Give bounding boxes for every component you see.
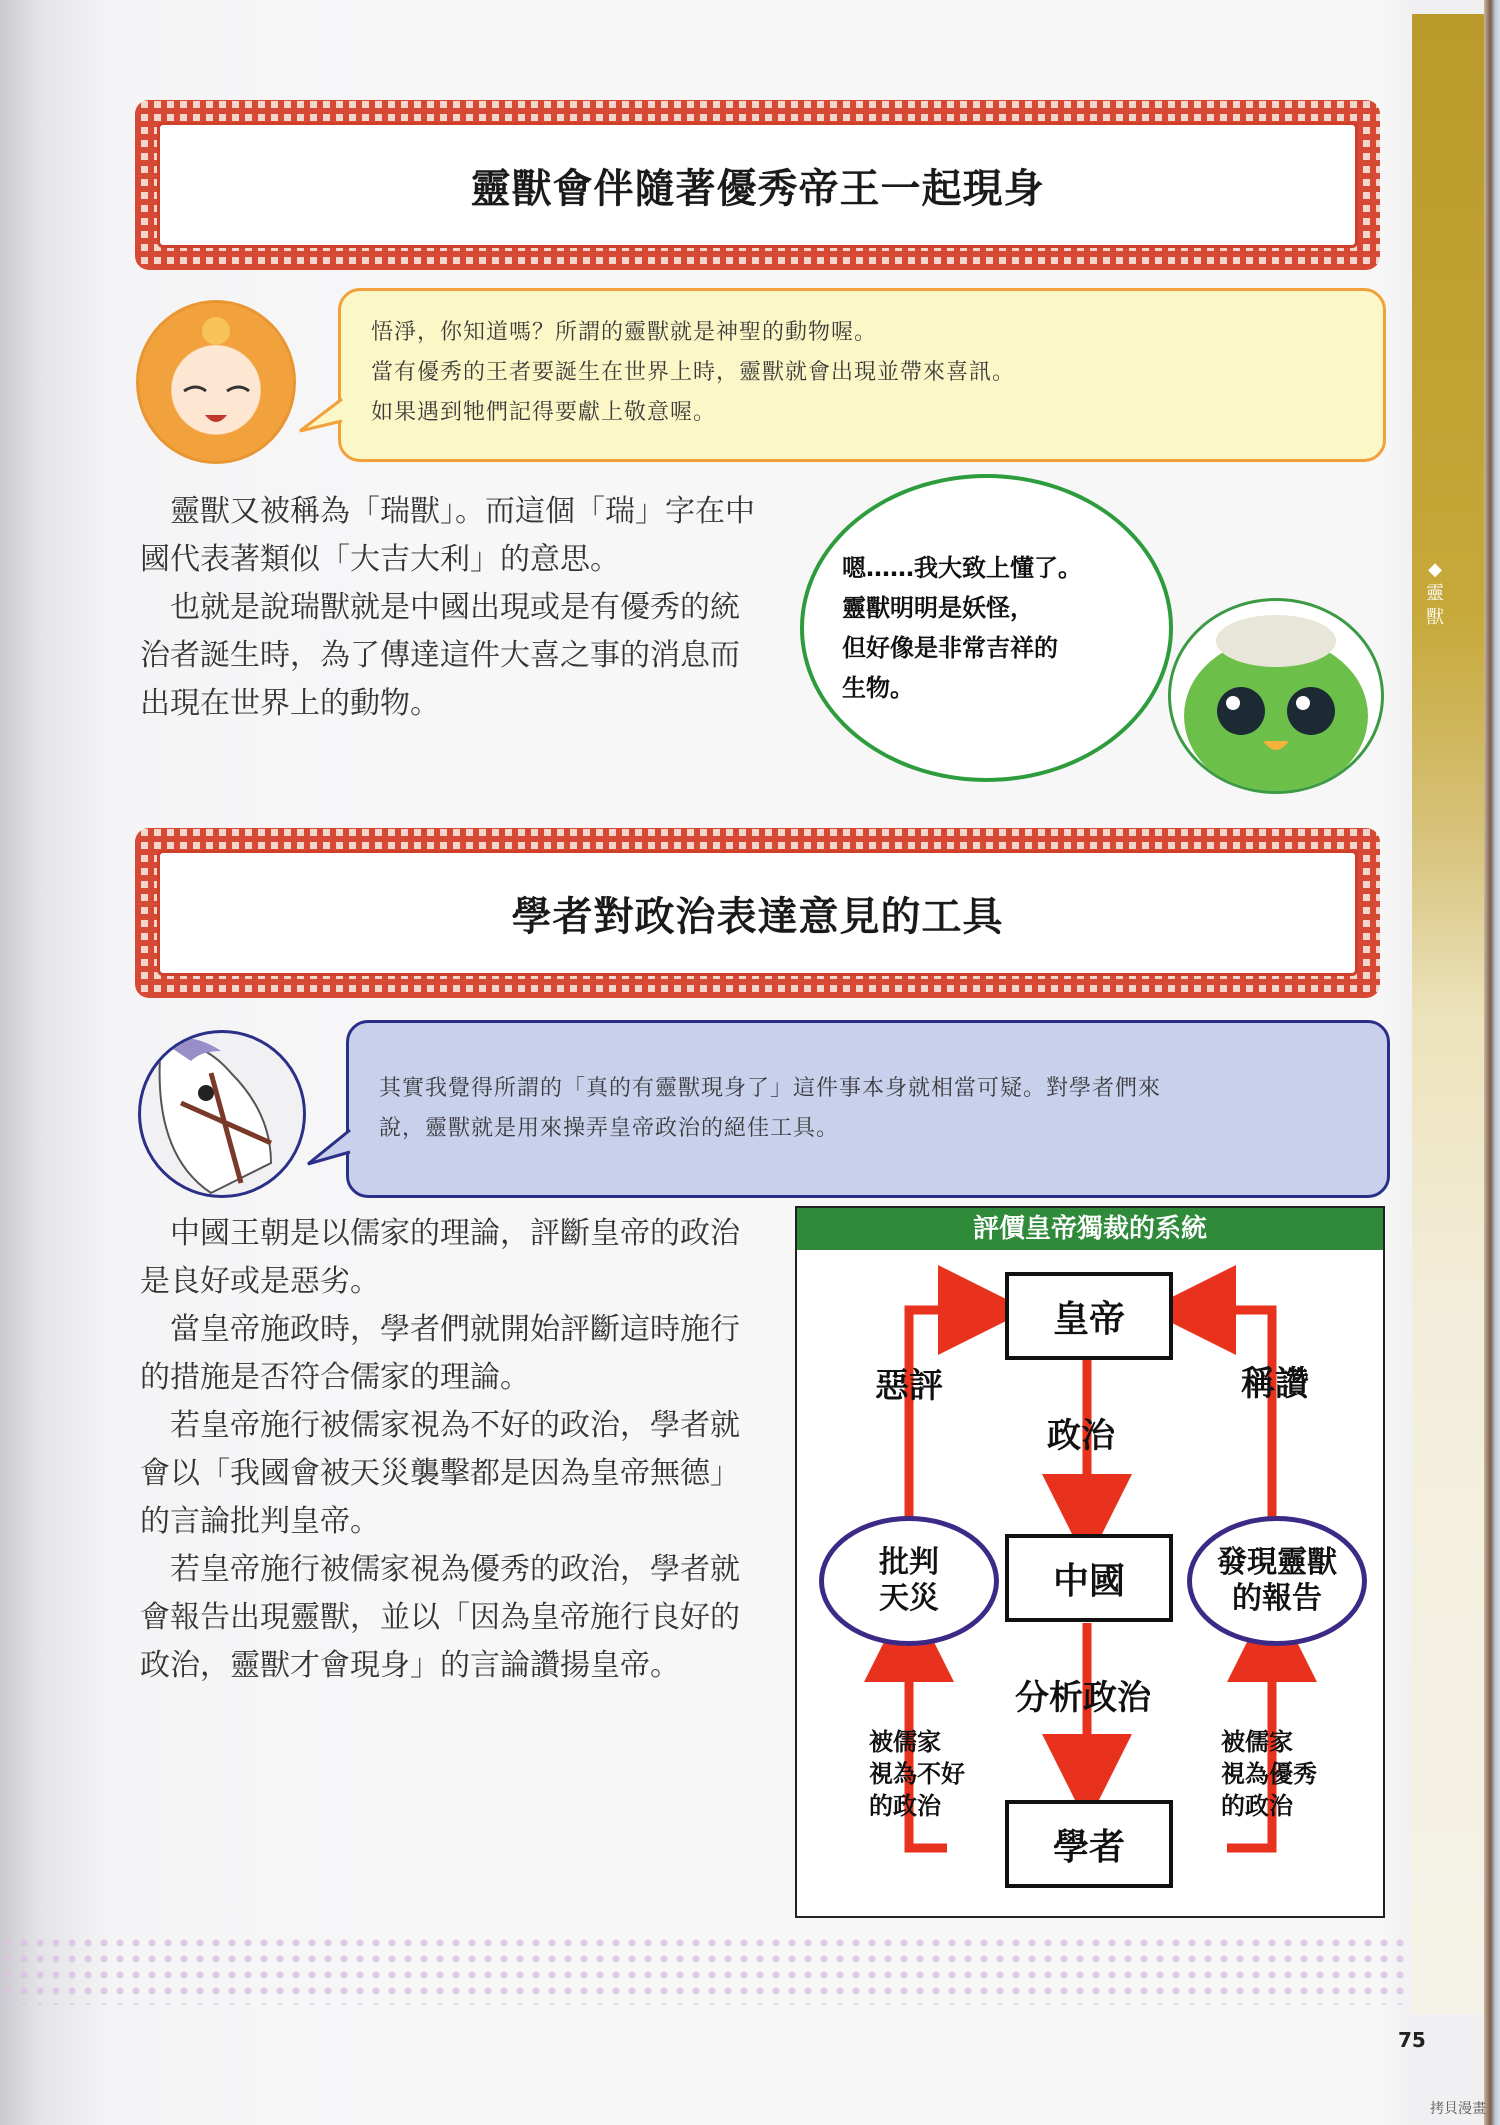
section2-title: 學者對政治表達意見的工具 (511, 892, 1004, 940)
green-bubble-text (842, 548, 1082, 708)
report-line: 發現靈獸 (1217, 1545, 1337, 1580)
bubble3-line: 其實我覺得所謂的「真的有靈獸現身了」這件事本身就相當可疑。對學者們來 (379, 1076, 1162, 1101)
bubble1-line: 悟淨，你知道嗎？所謂的靈獸就是神聖的動物喔。 (371, 320, 878, 345)
white-horse-icon (141, 1033, 303, 1195)
section1-banner-inner (157, 122, 1358, 248)
arrow-bad-review (909, 1310, 992, 1518)
section2-paragraph: 中國王朝是以儒家的理論，評斷皇帝的政治是良好或是惡劣。 (140, 1216, 740, 1299)
watermark-text: 拷貝漫畫 (1430, 2101, 1486, 2117)
section1-banner (135, 100, 1380, 270)
label-bad-review: 惡評 (875, 1366, 943, 1406)
section2-banner (135, 828, 1380, 998)
section1-paragraph: 也就是說瑞獸就是中國出現或是有優秀的統治者誕生時，為了傳達這件大喜之事的消息而出現在世界上的動物。 (140, 590, 740, 721)
character-avatar-green (1168, 598, 1384, 794)
bubble1-line: 當有優秀的王者要誕生在世界上時，靈獸就會出現並帶來喜訊。 (371, 360, 1016, 385)
speech-bubble-green (800, 474, 1173, 782)
label-politics: 政治 (1047, 1416, 1115, 1456)
bad-policy-line: 視為不好 (869, 1760, 965, 1788)
chapter-tab (1412, 14, 1484, 2014)
section2-body (140, 1210, 762, 1690)
green-bubble-line: 生物。 (842, 674, 914, 702)
good-policy-line: 被儒家 (1221, 1728, 1293, 1756)
bubble3-tail (306, 1126, 352, 1168)
report-line: 的報告 (1232, 1581, 1322, 1616)
bubble3-text (379, 1069, 1161, 1149)
evaluation-system-diagram (795, 1206, 1385, 1918)
good-policy-line: 視為優秀 (1221, 1760, 1317, 1788)
label-praise: 稱讚 (1241, 1364, 1309, 1404)
section1-title: 靈獸會伴隨著優秀帝王一起現身 (470, 164, 1045, 212)
section2-paragraph: 若皇帝施行被儒家視為不好的政治，學者就會以「我國會被天災襲擊都是因為皇帝無德」的言論批判皇帝。 (140, 1408, 740, 1539)
report-beast-circle (1187, 1516, 1367, 1646)
label-bad-policy (869, 1726, 965, 1822)
side-chapter-label: ◆靈獸 (1426, 559, 1444, 628)
page-edge (1484, 0, 1500, 2125)
character-avatar-horse (138, 1030, 306, 1198)
section2-paragraph: 若皇帝施行被儒家視為優秀的政治，學者就會報告出現靈獸，並以「因為皇帝施行良好的政治，靈獸才會現身」的言論讚揚皇帝。 (140, 1552, 740, 1683)
emperor-box: 皇帝 (1005, 1272, 1173, 1360)
label-good-policy (1221, 1726, 1317, 1822)
bubble1-line: 如果遇到牠們記得要獻上敬意喔。 (371, 400, 717, 425)
green-bubble-line: 但好像是非常吉祥的 (842, 634, 1058, 662)
criticize-line: 批判 (879, 1545, 939, 1580)
green-kappa-icon (1171, 601, 1381, 791)
page-number: 75 (1398, 2028, 1426, 2052)
scholar-box: 學者 (1005, 1800, 1173, 1888)
character-avatar-orange (136, 300, 296, 464)
bubble1-text (371, 313, 1015, 433)
section2-banner-inner (157, 850, 1358, 976)
dotted-footer-band (0, 1935, 1412, 2005)
criticize-line: 天災 (879, 1581, 939, 1616)
speech-bubble-blue (346, 1020, 1390, 1198)
section1-paragraph: 靈獸又被稱為「瑞獸」。而這個「瑞」字在中國代表著類似「大吉大利」的意思。 (140, 494, 755, 577)
green-bubble-line: 靈獸明明是妖怪， (842, 594, 1034, 622)
china-box: 中國 (1005, 1534, 1173, 1622)
section1-body (140, 488, 760, 728)
arrow-praise (1182, 1310, 1272, 1518)
bubble1-tail (298, 395, 344, 435)
criticize-disaster-circle (819, 1516, 999, 1646)
orange-character-icon (139, 303, 293, 461)
bubble3-line: 說，靈獸就是用來操弄皇帝政治的絕佳工具。 (379, 1116, 840, 1141)
good-policy-line: 的政治 (1221, 1792, 1293, 1820)
green-bubble-line: 嗯……我大致上懂了。 (842, 554, 1082, 582)
section2-paragraph: 當皇帝施政時，學者們就開始評斷這時施行的措施是否符合儒家的理論。 (140, 1312, 740, 1395)
bad-policy-line: 被儒家 (869, 1728, 941, 1756)
bad-policy-line: 的政治 (869, 1792, 941, 1820)
diagram-title: 評價皇帝獨裁的系統 (797, 1208, 1383, 1250)
label-analyze: 分析政治 (1015, 1678, 1151, 1718)
speech-bubble-orange (338, 288, 1386, 462)
